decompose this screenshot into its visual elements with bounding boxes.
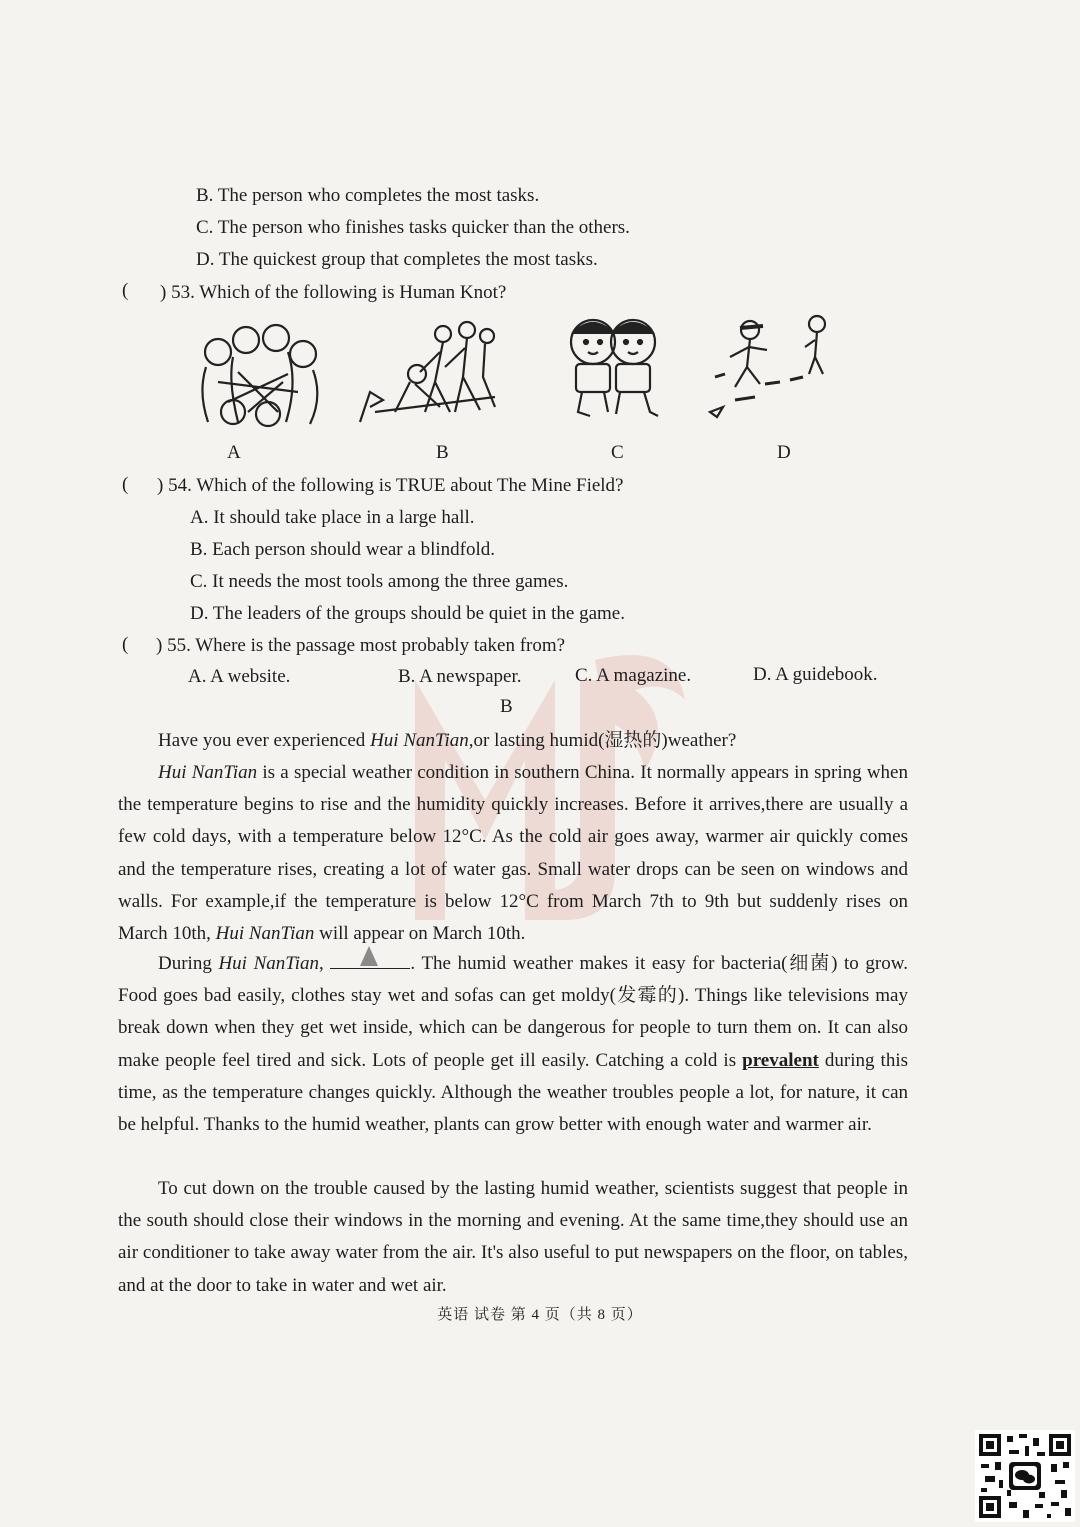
q53-label-d: D xyxy=(777,442,791,463)
q55-prompt: ) 55. Where is the passage most probably taken from? xyxy=(156,635,566,656)
q54-paren: ( xyxy=(122,474,129,495)
q52-option-b: B. The person who completes the most tasks. xyxy=(196,185,540,206)
triangle-icon xyxy=(360,946,378,966)
q53-label-b: B xyxy=(436,442,449,463)
passage-paragraph-4: To cut down on the trouble caused by the lasting humid weather, scientists suggest that people in the south should close their windows in the morning and evening. At the same time,they should use an air conditioner to take away water from the air. It's also useful to put newspapers on the floor, on tables, and at the door to take in water and wet air. xyxy=(118,1178,908,1296)
q53-picture-c xyxy=(558,312,668,422)
q53-label-c: C xyxy=(611,442,624,463)
q55-paren: ( xyxy=(122,634,129,655)
q53-picture-b xyxy=(355,312,505,432)
q52-option-c: C. The person who finishes tasks quicker than the others. xyxy=(196,217,630,238)
q55-option-d: D. A guidebook. xyxy=(753,664,878,685)
q53-label-a: A xyxy=(227,442,241,463)
q54-prompt: ) 54. Which of the following is TRUE about The Mine Field? xyxy=(157,475,624,496)
q52-option-d: D. The quickest group that completes the most tasks. xyxy=(196,249,598,270)
q55-option-a: A. A website. xyxy=(188,666,291,687)
q55-option-c: C. A magazine. xyxy=(575,665,692,686)
qr-code-icon xyxy=(975,1430,1075,1522)
q54-option-c: C. It needs the most tools among the three games. xyxy=(190,571,569,592)
q54-option-a: A. It should take place in a large hall. xyxy=(190,507,475,528)
answer-blank[interactable] xyxy=(330,950,410,969)
passage-paragraph-2: Hui NanTian is a special weather condition in southern China. It normally appears in spring when the temperature begins to rise and the humidity quickly increases. Before it arrives,there are usually a few cold days, with a temperature below 12°C. As the cold air goes away, warmer air quickly comes and the temperature rises, creating a lot of water gas. Small water drops can be seen on windows and walls. For example,if the temperature is below 12°C from March 7th to 9th but suddenly rises on March 10th, Hui NanTian will appear on March 10th. xyxy=(118,762,908,945)
q54-option-d: D. The leaders of the groups should be quiet in the game. xyxy=(190,603,625,624)
q53-picture-a xyxy=(188,312,328,432)
passage-paragraph-1: Have you ever experienced Hui NanTian,or lasting humid(湿热的)weather? xyxy=(158,730,737,751)
page-footer: 英语 试卷 第 4 页（共 8 页） xyxy=(437,1307,643,1323)
underlined-word: prevalent xyxy=(742,1049,819,1071)
passage-paragraph-3: During Hui NanTian, . The humid weather makes it easy for bacteria(细菌) to grow. Food goes bad easily, clothes stay wet and sofas can get moldy(发霉的). Things like televisions may break down when they get wet inside, which can be dangerous for people to turn them on. It can also make people feel tired and sick. Lots of people get ill easily. Catching a cold is prevalent during this time, as the temperature changes quickly. Although the weather troubles people a lot, for nature, it can be helpful. Thanks to the humid weather, plants can grow better with enough water and warmer air. xyxy=(118,948,908,1141)
q55-option-b: B. A newspaper. xyxy=(398,666,522,687)
q53-prompt: ) 53. Which of the following is Human Knot? xyxy=(160,282,507,303)
q54-option-b: B. Each person should wear a blindfold. xyxy=(190,539,495,560)
q53-paren: ( xyxy=(122,280,129,301)
q53-picture-d xyxy=(705,312,835,422)
section-b-heading: B xyxy=(500,696,513,717)
